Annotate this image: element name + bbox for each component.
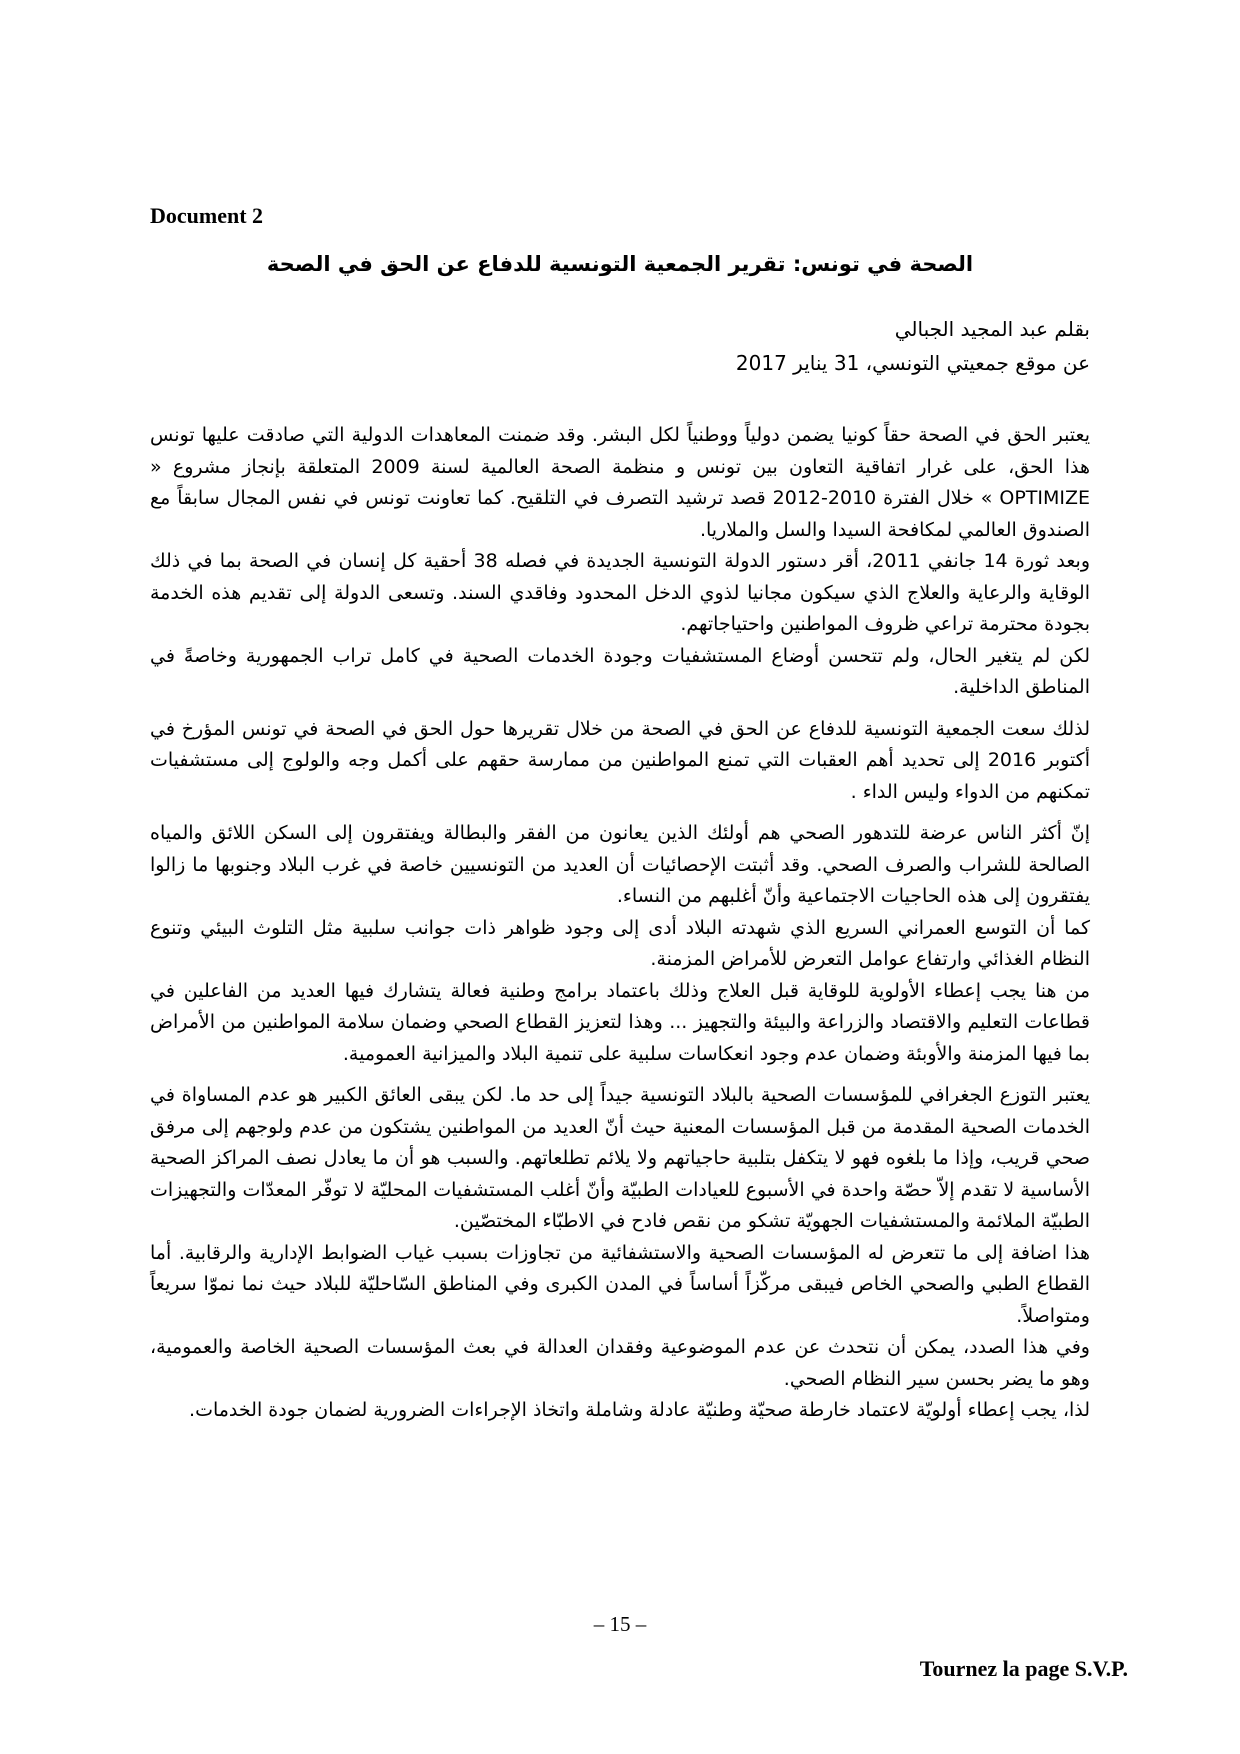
article-title: الصحة في تونس: تقرير الجمعية التونسية للدفاع عن الحق في الصحة [266,252,974,276]
paragraph: لذلك سعت الجمعية التونسية للدفاع عن الحق في الصحة من خلال تقريرها حول الحق في الصحة في تونس المؤرخ في أكتوبر 2016 إلى تحديد أهم العقبات التي تمنع المواطنين من ممارسة حقهم على أكمل وجه والولوج إلى مستشفيات تمكنهم من الدواء وليس الداء . [150,717,1090,803]
source-line: عن موقع جمعيتي التونسي، 31 يناير 2017 [735,351,1090,375]
paragraph: وبعد ثورة 14 جانفي 2011، أقر دستور الدولة التونسية الجديدة في فصله 38 أحقية كل إنسان في الصحة بما في ذلك الوقاية والرعاية والعلاج الذي سيكون مجانيا لذوي الدخل المحدود وفاقدي السند. وتسعى الدولة إلى تقديم هذه الخدمة بجودة محترمة تراعي ظروف المواطنين واحتياجاتهم. [150,550,1090,635]
paragraph: لذا، يجب إعطاء أولويّة لاعتماد خارطة صحيّة وطنيّة عادلة وشاملة واتخاذ الإجراءات الضرورية لضمان جودة الخدمات. [189,1399,1090,1421]
paragraph: وفي هذا الصدد، يمكن أن نتحدث عن عدم الموضوعية وفقدان العدالة في بعث المؤسسات الصحية الخاصة والعمومية، وهو ما يضر بحسن سير النظام الصحي. [150,1336,1090,1390]
paragraph: من هنا يجب إعطاء الأولوية للوقاية قبل العلاج وذلك باعتماد برامج وطنية فعالة يتشارك فيها العديد من الفاعلين في قطاعات التعليم والاقتصاد والزراعة والبيئة والتجهيز ... وهذا لتعزيز القطاع الصحي وضمان سلامة المواطنين من الأمراض بما فيها المزمنة والأوبئة وضمان عدم وجود انعكاسات سلبية على تنمية البلاد والميزانية العمومية. [150,979,1090,1065]
paragraph: هذا اضافة إلى ما تتعرض له المؤسسات الصحية والاستشفائية من تجاوزات بسبب غياب الضوابط الإدارية والرقابية. أما القطاع الطبي والصحي الخاص فيبقى مركّزاً أساساً في المدن الكبرى وفي المناطق السّاحليّة للبلاد حيث نما نموّا سريعاً ومتواصلاً. [150,1241,1090,1327]
paragraph: إنّ أكثر الناس عرضة للتدهور الصحي هم أولئك الذين يعانون من الفقر والبطالة ويفتقرون إلى السكن اللائق والمياه الصالحة للشراب والصرف الصحي. وقد أثبتت الإحصائيات أن العديد من التونسيين خاصة في غرب البلاد وجنوبها ما زالوا يفتقرون إلى هذه الحاجيات الاجتماعية وأنّ أغلبهم من النساء. [150,822,1090,907]
document-label: Document 2 [150,203,264,228]
paragraph: كما أن التوسع العمراني السريع الذي شهدته البلاد أدى إلى وجود ظواهر ذات جوانب سلبية مثل التلوث البيئي وتنوع النظام الغذائي وارتفاع عوامل التعرض للأمراض المزمنة. [150,916,1090,970]
page-number: – 15 – [593,1612,647,1636]
paragraph: يعتبر التوزع الجغرافي للمؤسسات الصحية بالبلاد التونسية جيداً إلى حد ما. لكن يبقى العائق الكبير هو عدم المساواة في الخدمات الصحية المقدمة من قبل المؤسسات المعنية حيث أنّ العديد من المواطنين يشتكون من عدم ولوجهم إلى مرفق صحي قريب، وإذا ما بلغوه فهو لا يتكفل بتلبية حاجياتهم ولا يلائم تطلعاتهم. والسبب هو أن ما يعادل نصف المراكز الصحية الأساسية لا تقدم إلاّ حصّة واحدة في الأسبوع للعيادات الطبيّة وأنّ أغلب المستشفيات المحليّة لا توفّر المعدّات والتجهيزات الطبيّة الملائمة والمستشفيات الجهويّة تشكو من نقص فادح في الاطبّاء المختصّين. [150,1084,1090,1232]
byline [736,312,1090,380]
paragraph: يعتبر الحق في الصحة حقاً كونيا يضمن دولياً ووطنياً لكل البشر. وقد ضمنت المعاهدات الدولية التي صادقت عليها تونس هذا الحق، على غرار اتفاقية التعاون بين تونس و منظمة الصحة العالمية لسنة 2009 المتعلقة بإنجاز مشروع « OPTIMIZE » خلال الفترة 2010-2012 قصد ترشيد التصرف في التلقيح. كما تعاونت تونس في نفس المجال سابقاً مع الصندوق العالمي لمكافحة السيدا والسل والملاريا. [150,424,1090,541]
footer-note: Tournez la page S.V.P. [919,1656,1128,1681]
paragraph: لكن لم يتغير الحال، ولم تتحسن أوضاع المستشفيات وجودة الخدمات الصحية في كامل تراب الجمهورية وخاصةً في المناطق الداخلية. [150,644,1090,698]
author-line: بقلم عبد المجيد الجبالي [894,317,1090,341]
article-body [150,420,1090,1427]
